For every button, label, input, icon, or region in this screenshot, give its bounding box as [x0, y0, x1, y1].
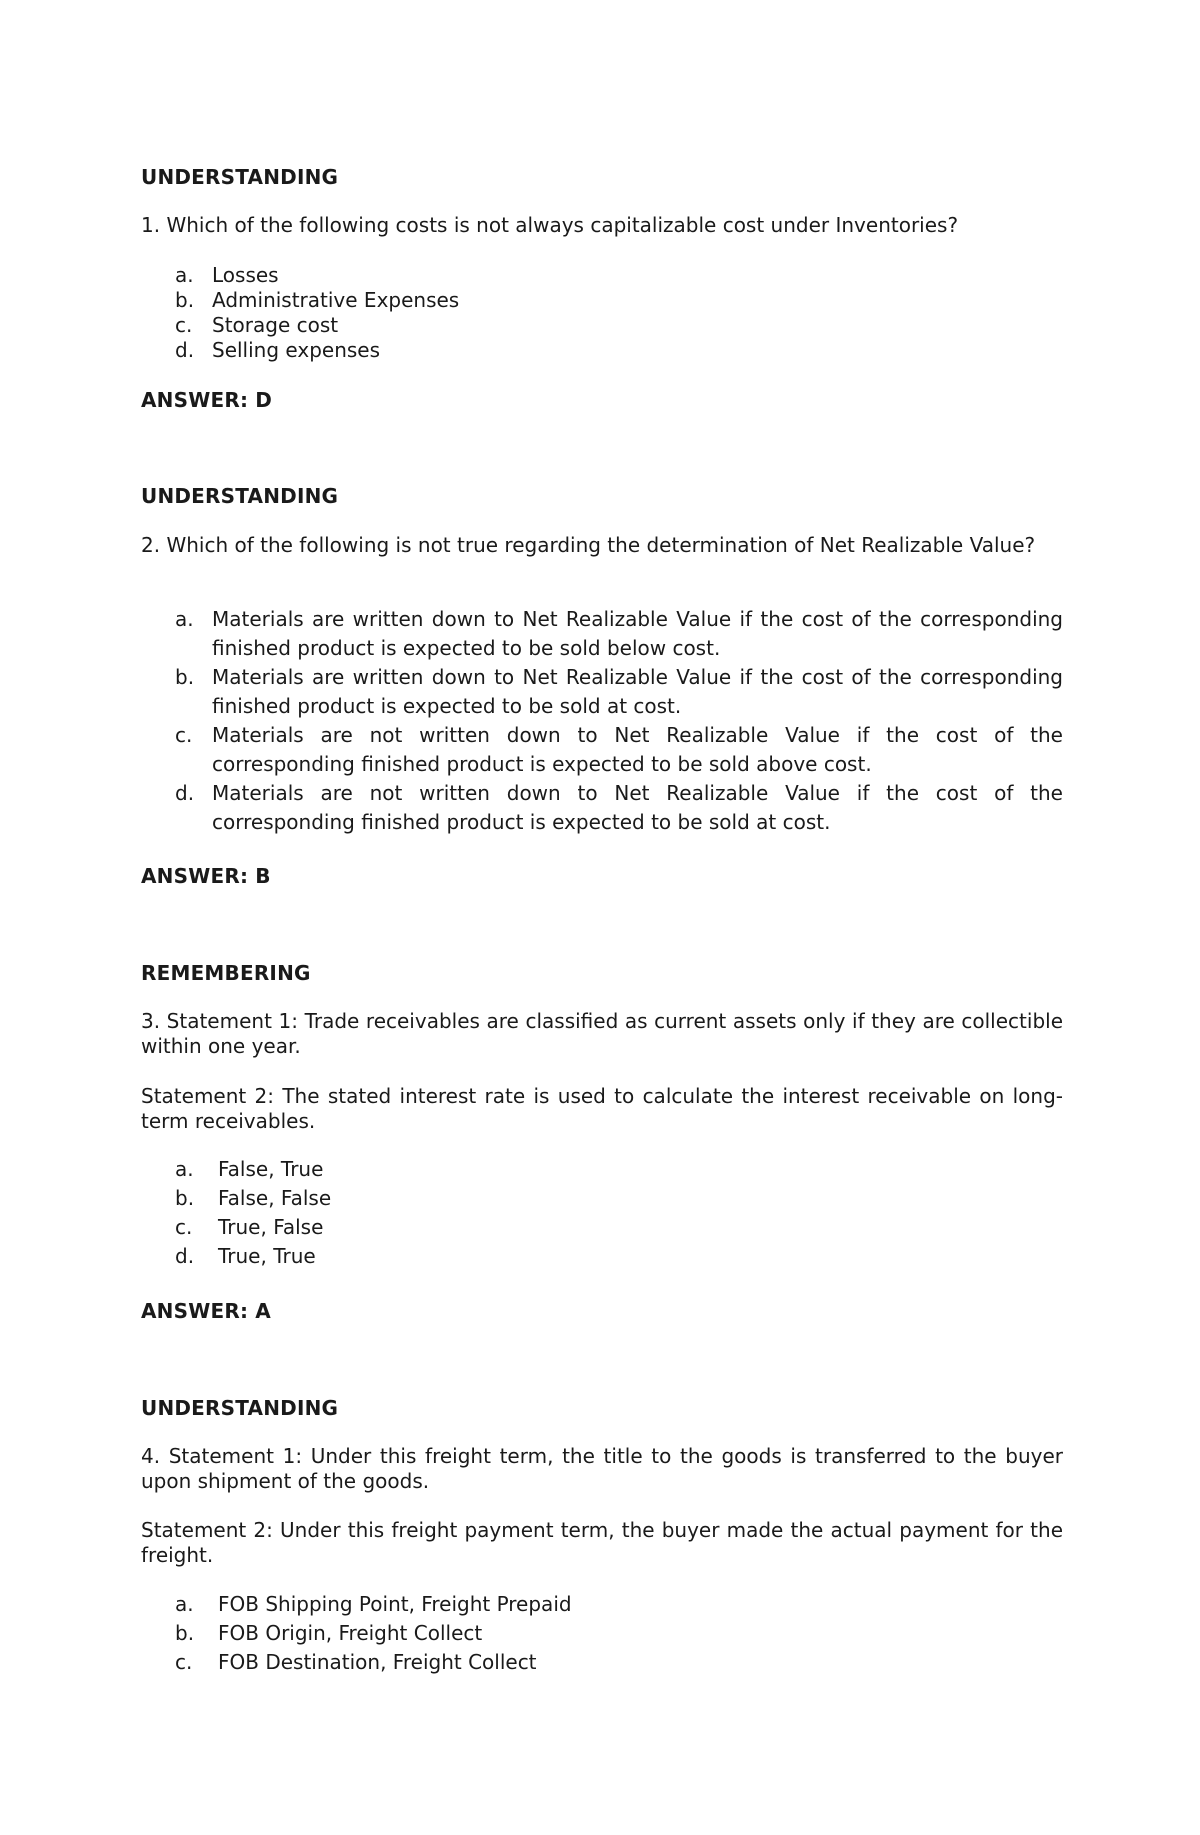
- option-text: True, True: [218, 1244, 316, 1268]
- option-text: Materials are written down to Net Realizable Value if the cost of the corresponding finished product is expected to be sold at cost.: [212, 665, 1063, 718]
- option-letter: b.: [175, 288, 195, 312]
- option-text: False, False: [218, 1186, 332, 1210]
- option-a: [141, 263, 1063, 288]
- option-text: Materials are not written down to Net Realizable Value if the cost of the corresponding finished product is expected to be sold at cost.: [212, 781, 1063, 834]
- option-d: [141, 338, 1063, 363]
- option-b: [141, 1621, 1063, 1646]
- option-a: [141, 605, 1063, 663]
- option-text: True, False: [218, 1215, 324, 1239]
- question-1-options: [141, 263, 1063, 363]
- option-text: Losses: [212, 263, 279, 287]
- option-d: [141, 1244, 1063, 1269]
- question-4-prompt: 4. Statement 1: Under this freight term, the title to the goods is transferred to the buyer upon shipment of the goods.: [141, 1444, 1063, 1493]
- question-1-category: UNDERSTANDING: [141, 165, 339, 189]
- option-text: False, True: [218, 1157, 324, 1181]
- option-a: [141, 1157, 1063, 1182]
- question-1-answer: ANSWER: D: [141, 388, 273, 412]
- option-b: [141, 1186, 1063, 1211]
- question-2-category: UNDERSTANDING: [141, 484, 339, 508]
- option-letter: c.: [175, 1215, 193, 1239]
- question-2-prompt: 2. Which of the following is not true regarding the determination of Net Realizable Value?: [141, 533, 1036, 557]
- option-letter: b.: [175, 665, 195, 689]
- option-b: [141, 288, 1063, 313]
- question-4-statement-2: Statement 2: Under this freight payment term, the buyer made the actual payment for the freight.: [141, 1518, 1063, 1567]
- question-1-prompt: 1. Which of the following costs is not always capitalizable cost under Inventories?: [141, 213, 959, 237]
- option-text: Materials are written down to Net Realizable Value if the cost of the corresponding finished product is expected to be sold below cost.: [212, 607, 1063, 660]
- option-letter: a.: [175, 263, 194, 287]
- option-letter: c.: [175, 1650, 193, 1674]
- question-4-options: [141, 1592, 1063, 1675]
- question-3-category: REMEMBERING: [141, 961, 311, 985]
- option-c: [141, 1650, 1063, 1675]
- question-4-category: UNDERSTANDING: [141, 1396, 339, 1420]
- option-text: FOB Destination, Freight Collect: [218, 1650, 537, 1674]
- option-text: Storage cost: [212, 313, 339, 337]
- option-letter: a.: [175, 1157, 194, 1181]
- option-c: [141, 1215, 1063, 1240]
- option-a: [141, 1592, 1063, 1617]
- option-letter: d.: [175, 781, 195, 805]
- option-b: [141, 663, 1063, 721]
- option-d: [141, 779, 1063, 837]
- option-letter: c.: [175, 723, 193, 747]
- option-c: [141, 313, 1063, 338]
- question-2-options: [141, 605, 1063, 837]
- option-letter: a.: [175, 1592, 194, 1616]
- question-2-answer: ANSWER: B: [141, 864, 271, 888]
- question-3-statement-2: Statement 2: The stated interest rate is used to calculate the interest receivable on long-term receivables.: [141, 1084, 1063, 1133]
- option-letter: b.: [175, 1621, 195, 1645]
- option-text: Administrative Expenses: [212, 288, 460, 312]
- option-letter: b.: [175, 1186, 195, 1210]
- question-3-answer: ANSWER: A: [141, 1299, 271, 1323]
- option-letter: d.: [175, 1244, 195, 1268]
- question-3-options: [141, 1157, 1063, 1269]
- option-letter: a.: [175, 607, 194, 631]
- question-3-prompt: 3. Statement 1: Trade receivables are classified as current assets only if they are collectible within one year.: [141, 1009, 1063, 1058]
- option-text: FOB Shipping Point, Freight Prepaid: [218, 1592, 572, 1616]
- option-text: Materials are not written down to Net Realizable Value if the cost of the corresponding finished product is expected to be sold above cost.: [212, 723, 1063, 776]
- option-text: FOB Origin, Freight Collect: [218, 1621, 483, 1645]
- option-c: [141, 721, 1063, 779]
- option-letter: c.: [175, 313, 193, 337]
- option-text: Selling expenses: [212, 338, 381, 362]
- option-letter: d.: [175, 338, 195, 362]
